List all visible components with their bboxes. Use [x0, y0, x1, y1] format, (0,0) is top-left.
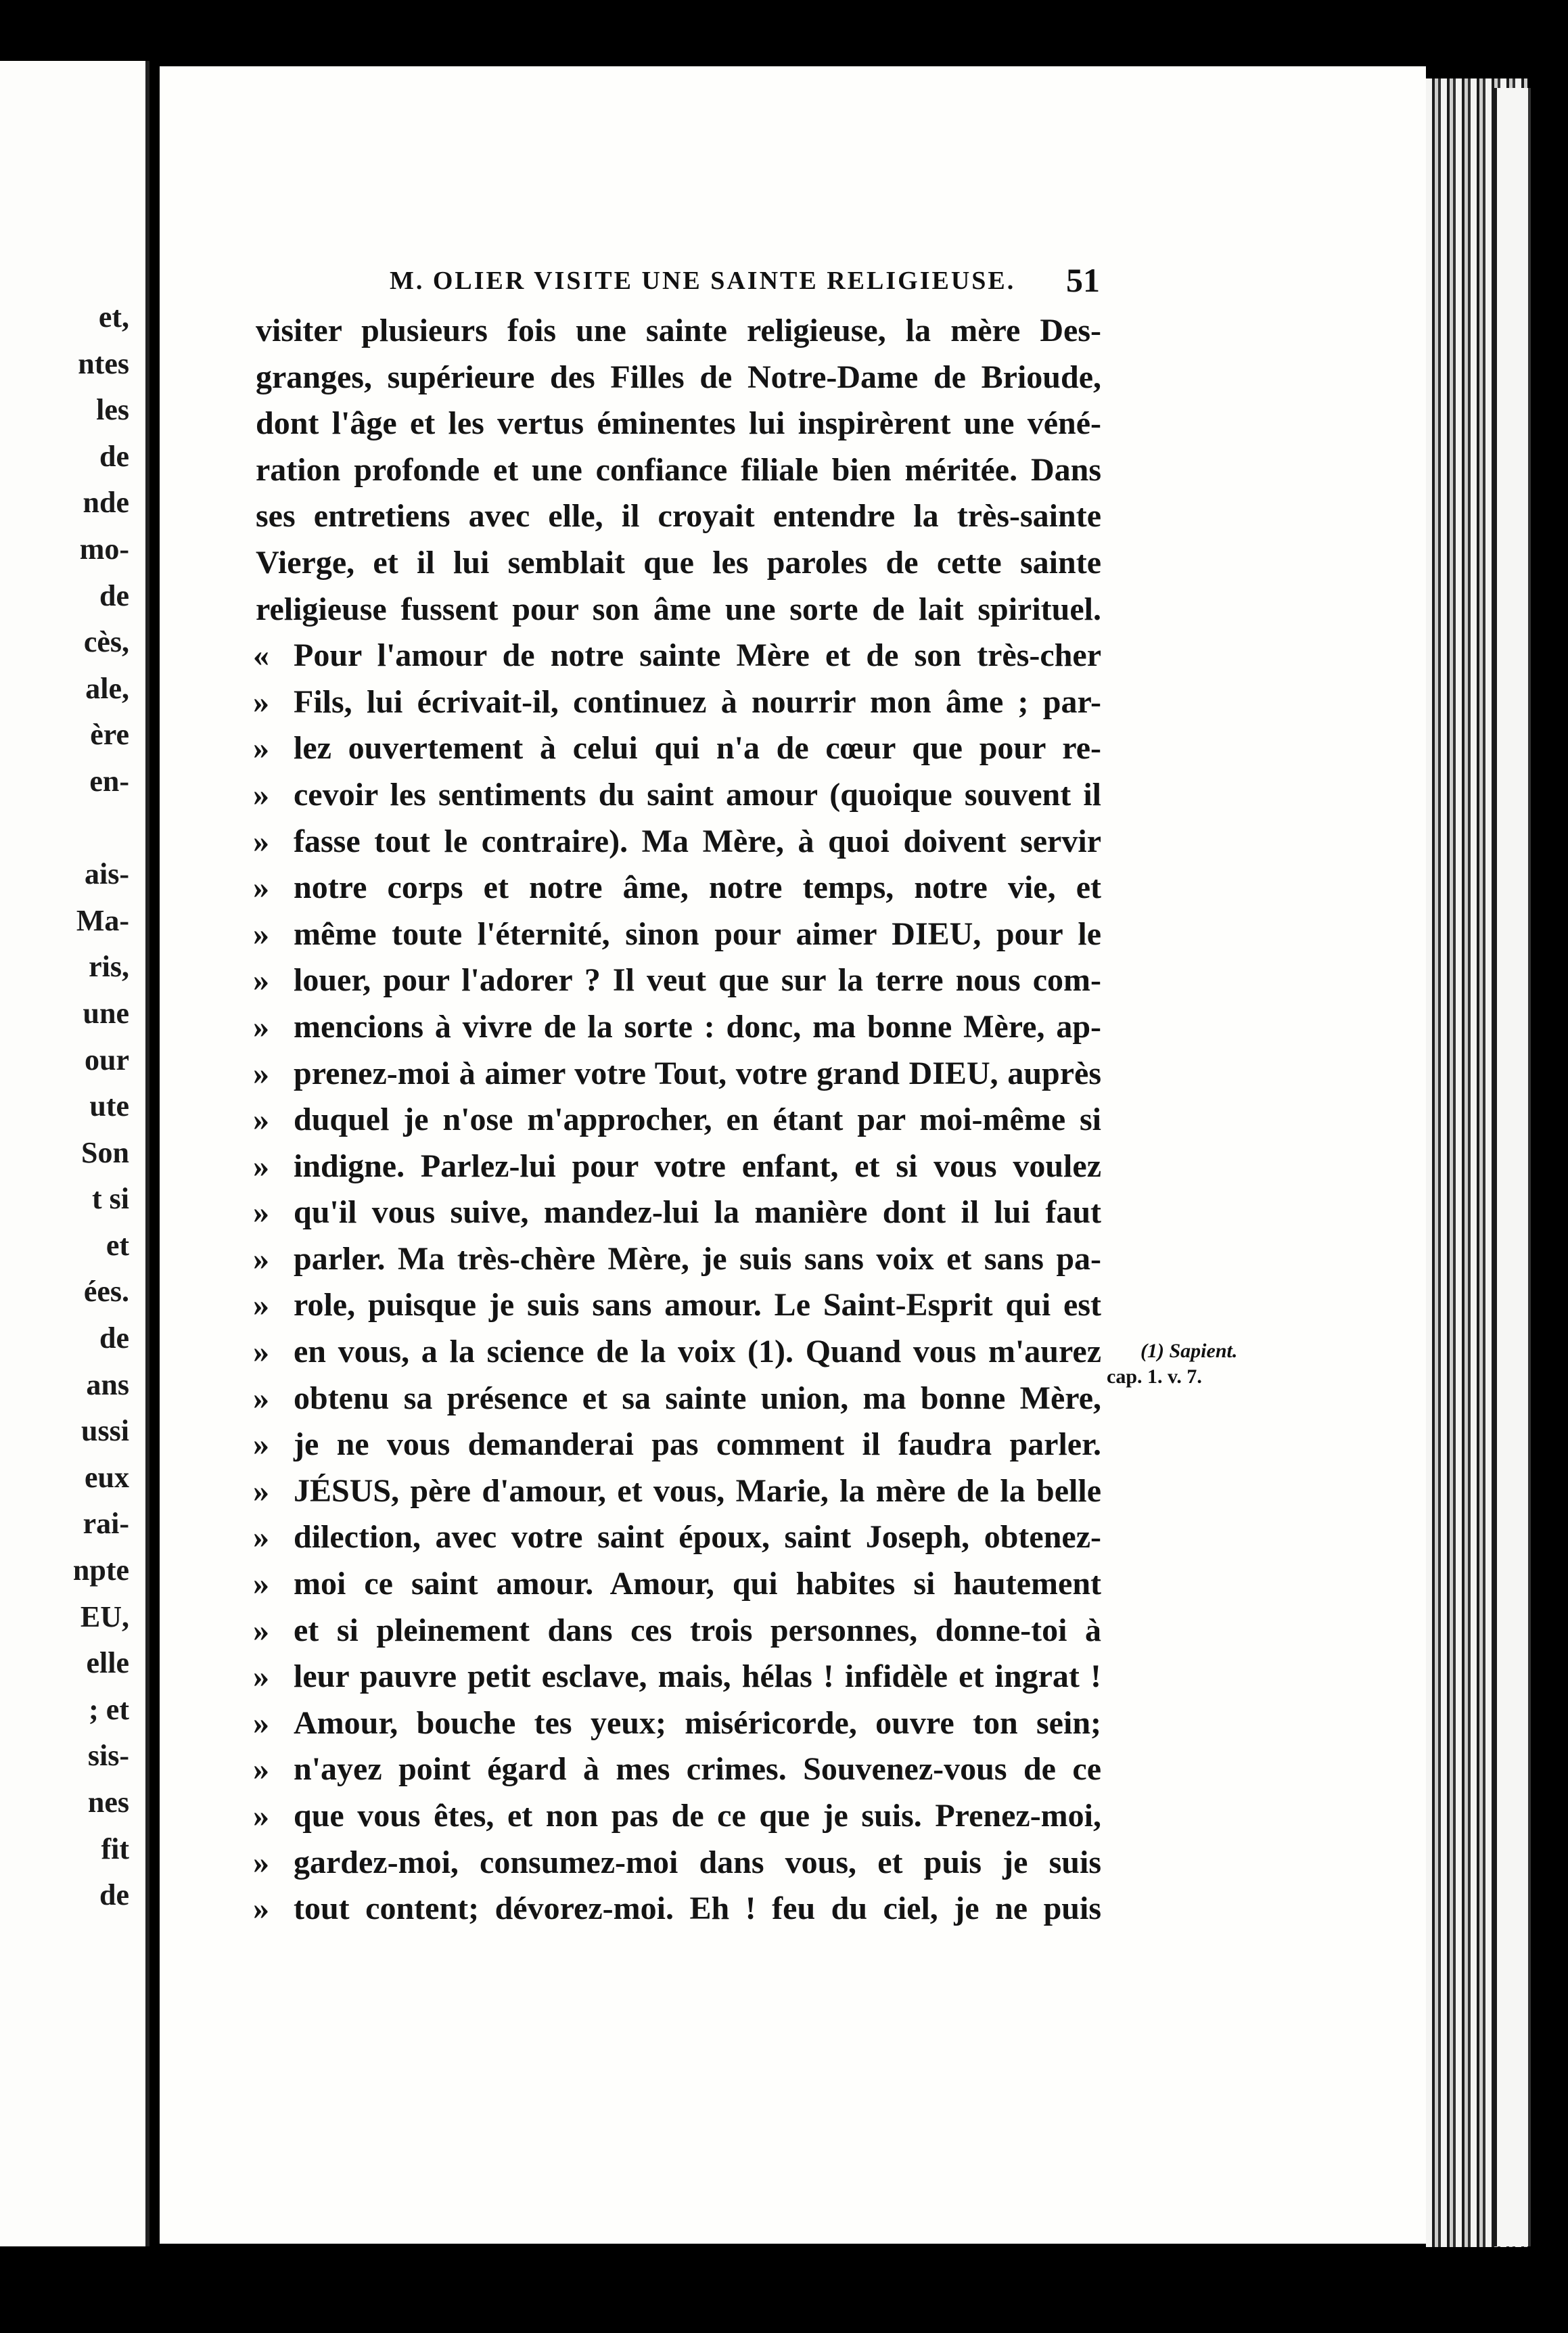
facing-page-fragment: npte: [72, 1554, 129, 1587]
text-line: [256, 587, 1101, 633]
footnote-reference: (1) Sapient.: [1140, 1340, 1238, 1362]
text-line-content: dilection, avec votre saint époux, saint Joseph, obtenez-: [294, 1519, 1101, 1556]
text-line: [253, 819, 1101, 865]
facing-page-fragment: de: [99, 1321, 129, 1355]
text-line: [253, 865, 1101, 911]
text-line: [253, 1840, 1101, 1886]
text-line-content: louer, pour l'adorer ? Il veut que sur la terre nous com-: [294, 962, 1101, 999]
facing-page-edge: [0, 61, 149, 2246]
text-line: [253, 1793, 1101, 1840]
text-line-content: dont l'âge et les vertus éminentes lui inspirèrent une véné-: [256, 405, 1101, 442]
text-line-content: en vous, a la science de la voix (1). Quand vous m'aurez: [294, 1334, 1101, 1370]
text-line: [253, 1561, 1101, 1608]
text-line: [256, 540, 1101, 587]
text-line: [253, 911, 1101, 958]
text-line-content: visiter plusieurs fois une sainte religieuse, la mère Des-: [256, 313, 1101, 348]
facing-page-fragment: nes: [87, 1786, 129, 1819]
facing-page-fragment: ris,: [89, 950, 129, 984]
quotation-mark: »: [253, 1240, 269, 1277]
quotation-mark: »: [253, 1426, 269, 1463]
text-line: [253, 957, 1101, 1004]
quotation-mark: »: [253, 1890, 269, 1927]
text-line-content: indigne. Parlez-lui pour votre enfant, et si vous voulez: [294, 1148, 1101, 1184]
facing-page-fragment: les: [96, 393, 129, 427]
text-line: [253, 1514, 1101, 1561]
text-line-content: Pour l'amour de notre sainte Mère et de son très-cher: [294, 637, 1101, 674]
text-line: [253, 1282, 1101, 1329]
text-line-content: je ne vous demanderai pas comment il faudra parler.: [294, 1426, 1101, 1463]
facing-page-fragment: cès,: [83, 625, 129, 659]
text-line: [253, 1051, 1101, 1097]
facing-page-fragment: fit: [101, 1832, 129, 1865]
facing-page-fragment: ées.: [83, 1275, 129, 1309]
facing-page-fragment: de: [99, 579, 129, 612]
quotation-mark: »: [253, 869, 269, 906]
quotation-mark: »: [253, 1055, 269, 1091]
facing-page-fragment: ntes: [78, 346, 129, 380]
text-line-content: Amour, bouche tes yeux; miséricorde, ouvre ton sein;: [294, 1704, 1101, 1741]
text-line-content: role, puisque je suis sans amour. Le Saint-Esprit qui est: [294, 1287, 1101, 1323]
facing-page-fragment: mo-: [79, 532, 129, 566]
text-line-content: mencions à vivre de la sorte : donc, ma bonne Mère, ap-: [294, 1008, 1101, 1045]
facing-page-fragment: EU,: [80, 1600, 129, 1633]
facing-page-fragment: [0, 805, 129, 852]
facing-page-fragment: ère: [90, 718, 129, 752]
quotation-mark: »: [253, 823, 269, 859]
text-line: [253, 725, 1101, 772]
text-line-content: n'ayez point égard à mes crimes. Souvenez-vous de ce: [294, 1751, 1101, 1788]
body-text: [253, 308, 1101, 1932]
text-line: [253, 772, 1101, 819]
running-head-title: M. OLIER VISITE UNE SAINTE RELIGIEUSE.: [390, 267, 1016, 295]
quotation-mark: »: [253, 1704, 269, 1741]
text-line-content: religieuse fussent pour son âme une sorte de lait spirituel.: [256, 591, 1101, 627]
facing-page-fragment: ; et: [89, 1692, 129, 1726]
quotation-mark: »: [253, 1751, 269, 1788]
quotation-mark: »: [253, 1658, 269, 1695]
page-edge-strip: [1494, 88, 1531, 2246]
facing-page-fragment: ute: [89, 1089, 129, 1123]
quotation-mark: »: [253, 1287, 269, 1323]
quotation-mark: »: [253, 1008, 269, 1045]
quotation-mark: »: [253, 730, 269, 767]
text-line: [253, 1886, 1101, 1932]
quotation-mark: »: [253, 1334, 269, 1370]
text-line-content: Vierge, et il lui semblait que les paroles de cette sainte: [256, 544, 1101, 581]
text-line-content: que vous êtes, et non pas de ce que je suis. Prenez-moi,: [294, 1798, 1101, 1834]
quotation-mark: »: [253, 962, 269, 999]
facing-page-fragment: de: [99, 439, 129, 473]
text-line: [253, 1608, 1101, 1654]
facing-page-fragment: Ma-: [76, 903, 129, 937]
quotation-mark: »: [253, 1612, 269, 1648]
text-line-content: gardez-moi, consumez-moi dans vous, et puis je suis: [294, 1844, 1101, 1880]
quotation-mark: »: [253, 1566, 269, 1602]
text-line-content: ses entretiens avec elle, il croyait entendre la très-sainte: [256, 498, 1101, 535]
text-line-content: duquel je n'ose m'approcher, en étant par moi-même si: [294, 1102, 1101, 1138]
text-line: [253, 679, 1101, 726]
running-head: [227, 261, 1100, 308]
facing-page-fragment: our: [85, 1043, 129, 1077]
text-line: [253, 1468, 1101, 1515]
text-line: [253, 1097, 1101, 1143]
text-line-content: ration profonde et une confiance filiale bien méritée. Dans: [256, 451, 1101, 488]
text-line-content: qu'il vous suive, mandez-lui la manière dont il lui faut: [294, 1194, 1101, 1231]
text-line-content: prenez-moi à aimer votre Tout, votre grand DIEU, auprès: [294, 1055, 1101, 1091]
footnote-citation: cap. 1. v. 7.: [1107, 1365, 1202, 1388]
quotation-mark: »: [253, 1844, 269, 1880]
text-line: [253, 1004, 1101, 1051]
text-line: [253, 633, 1101, 679]
text-line-content: lez ouvertement à celui qui n'a de cœur que pour re-: [294, 730, 1101, 767]
quotation-mark: »: [253, 1148, 269, 1184]
text-line: [256, 308, 1101, 355]
quotation-mark: »: [253, 1519, 269, 1556]
quotation-mark: «: [253, 637, 269, 674]
facing-page-fragment: eux: [85, 1460, 129, 1494]
text-line: [256, 447, 1101, 494]
facing-page-fragment: elle: [86, 1646, 129, 1680]
facing-page-fragment: et,: [98, 300, 129, 334]
facing-page-fragment: de: [99, 1878, 129, 1912]
text-line-content: cevoir les sentiments du saint amour (quoique souvent il: [294, 776, 1101, 813]
text-line-content: notre corps et notre âme, notre temps, notre vie, et: [294, 869, 1101, 906]
facing-page-text-fragments: [0, 294, 129, 1919]
facing-page-fragment: t si: [92, 1182, 129, 1216]
text-line-content: Fils, lui écrivait-il, continuez à nourrir mon âme ; par-: [294, 683, 1101, 720]
text-line: [256, 493, 1101, 540]
text-line-content: leur pauvre petit esclave, mais, hélas ! infidèle et ingrat !: [294, 1658, 1101, 1695]
quotation-mark: »: [253, 776, 269, 813]
text-line: [253, 1746, 1101, 1793]
quotation-mark: »: [253, 1798, 269, 1834]
text-line: [256, 401, 1101, 447]
facing-page-fragment: et: [106, 1228, 129, 1262]
text-line-content: fasse tout le contraire). Ma Mère, à quoi doivent servir: [294, 823, 1101, 859]
facing-page-fragment: sis-: [87, 1739, 129, 1773]
marginal-footnote: [1107, 1338, 1276, 1390]
quotation-mark: »: [253, 1380, 269, 1416]
text-line-content: moi ce saint amour. Amour, qui habites si hautement: [294, 1566, 1101, 1602]
text-line: [253, 1236, 1101, 1283]
facing-page-fragment: rai-: [83, 1507, 129, 1541]
text-line-content: obtenu sa présence et sa sainte union, ma bonne Mère,: [294, 1380, 1101, 1416]
facing-page-fragment: ans: [86, 1367, 129, 1401]
facing-page-fragment: Son: [81, 1135, 129, 1169]
text-line-content: tout content; dévorez-moi. Eh ! feu du ciel, je ne puis: [294, 1890, 1101, 1927]
text-line-content: et si pleinement dans ces trois personnes, donne-toi à: [294, 1612, 1101, 1648]
quotation-mark: »: [253, 915, 269, 952]
facing-page-fragment: une: [83, 996, 129, 1030]
facing-page-fragment: ussi: [81, 1414, 129, 1448]
text-line: [253, 1143, 1101, 1190]
text-line-content: granges, supérieure des Filles de Notre-Dame de Brioude,: [256, 359, 1101, 395]
text-line: [253, 1422, 1101, 1468]
text-line: [253, 1329, 1101, 1376]
text-line: [253, 1190, 1101, 1236]
text-line-content: parler. Ma très-chère Mère, je suis sans voix et sans pa-: [294, 1240, 1101, 1277]
quotation-mark: »: [253, 683, 269, 720]
text-line-content: même toute l'éternité, sinon pour aimer DIEU, pour le: [294, 915, 1101, 952]
quotation-mark: »: [253, 1102, 269, 1138]
text-line: [253, 1376, 1101, 1422]
text-line: [253, 1654, 1101, 1700]
quotation-mark: »: [253, 1472, 269, 1509]
facing-page-fragment: en-: [89, 764, 129, 798]
quotation-mark: »: [253, 1194, 269, 1231]
text-line: [253, 1700, 1101, 1747]
facing-page-fragment: ais-: [85, 857, 129, 891]
text-line: [256, 355, 1101, 401]
facing-page-fragment: nde: [83, 486, 129, 520]
text-line-content: JÉSUS, père d'amour, et vous, Marie, la mère de la belle: [294, 1472, 1101, 1509]
facing-page-fragment: ale,: [85, 671, 129, 705]
page-number: 51: [1066, 261, 1100, 299]
